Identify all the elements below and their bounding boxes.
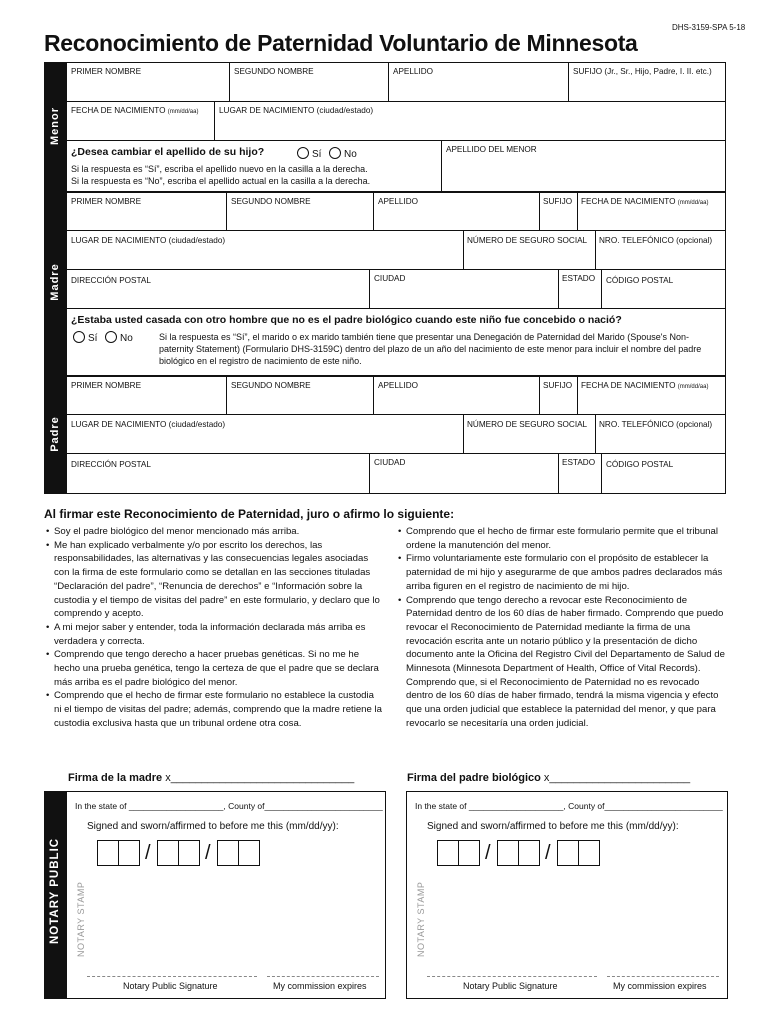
section-label-menor: Menor [49, 107, 61, 145]
married-yes-label: Sí [88, 333, 98, 344]
commission-label: My commission expires [613, 981, 707, 991]
date-separator: / [145, 842, 151, 864]
father-middle-name-label: SEGUNDO NOMBRE [231, 381, 311, 390]
mother-city-label: CIUDAD [374, 274, 406, 283]
notary-signature-label: Notary Public Signature [463, 981, 558, 991]
father-signature-blank: x_______________________ [543, 772, 691, 784]
affirmation-left-column [46, 525, 382, 731]
married-yes-option[interactable] [73, 331, 97, 344]
mother-middle-name-label: SEGUNDO NOMBRE [231, 197, 311, 206]
married-no-option[interactable] [105, 331, 133, 344]
notary-stamp-label: NOTARY STAMP [416, 881, 426, 957]
section-label-madre: Madre [49, 263, 61, 301]
father-suffix-field[interactable] [539, 376, 578, 415]
child-last-name-label: APELLIDO [393, 67, 434, 76]
sidebar-menor [44, 62, 66, 192]
child-new-last-name-field[interactable] [441, 140, 726, 192]
married-no-label: No [120, 333, 133, 344]
child-dob-field[interactable] [66, 101, 215, 141]
date-digit-box[interactable] [217, 840, 239, 866]
father-signature-label: Firma del padre biológico [407, 772, 541, 784]
notary-state-county[interactable]: In the state of ____________________, County of_________________________ [415, 801, 723, 811]
mother-dob-format: (mm/dd/aa) [677, 200, 709, 206]
mother-suffix-field[interactable] [539, 192, 578, 231]
radio-no-icon[interactable] [329, 147, 341, 159]
father-city-field[interactable] [369, 453, 559, 494]
radio-no-icon[interactable] [105, 331, 117, 343]
mother-phone-label: NRO. TELEFÓNICO (opcional) [599, 236, 713, 245]
affirmation-item: • Comprendo que el hecho de firmar este formulario permite que el tribunal ordene la manutención del menor. [398, 525, 728, 552]
father-zip-label: CÓDIGO POSTAL [606, 460, 674, 469]
child-birthplace-label: LUGAR DE NACIMIENTO (ciudad/estado) [219, 106, 374, 115]
date-separator: / [545, 842, 551, 864]
commission-line[interactable] [267, 976, 379, 977]
sidebar-madre [44, 192, 66, 376]
date-digit-box[interactable] [518, 840, 540, 866]
date-separator: / [205, 842, 211, 864]
mother-signature-label: Firma de la madre [68, 772, 163, 784]
father-zip-field[interactable] [601, 453, 726, 494]
form-number: DHS-3159-SPA 5-18 [672, 23, 746, 32]
affirmation-item: • Firmo voluntariamente este formulario con el propósito de establecer la paternidad de mi hijo y asegurarme de que ambos padres declarados más arriba figuren en el registro de nacimiento de mi hijo. [398, 552, 728, 593]
child-first-name-field[interactable] [66, 62, 230, 102]
name-change-yes-option[interactable] [297, 147, 321, 160]
date-digit-box[interactable] [238, 840, 260, 866]
section-label-padre: Padre [49, 416, 61, 452]
notary-stamp-label: NOTARY STAMP [76, 881, 86, 957]
affirmation-item: • Comprendo que tengo derecho a hacer pruebas genéticas. Si no me he hecho una prueba genética, tengo la certeza de que el padre que se declara más arriba es el padre biológico del menor. [46, 648, 382, 689]
father-dob-label [581, 381, 708, 392]
mother-state-field[interactable] [558, 269, 602, 309]
child-middle-name-field[interactable] [229, 62, 389, 102]
notary-box-mother [66, 791, 386, 999]
child-dob-text: FECHA DE NACIMIENTO [71, 106, 166, 115]
date-digit-box[interactable] [157, 840, 179, 866]
father-ssn-label: NÚMERO DE SEGURO SOCIAL [467, 420, 588, 429]
notary-box-father [406, 791, 728, 999]
mother-dob-label [581, 197, 708, 208]
mother-ssn-field[interactable] [463, 230, 596, 270]
father-ssn-field[interactable] [463, 414, 596, 454]
notary-signature-label: Notary Public Signature [123, 981, 218, 991]
mother-ssn-label: NÚMERO DE SEGURO SOCIAL [467, 236, 588, 245]
sidebar-notary [44, 791, 66, 999]
child-middle-name-label: SEGUNDO NOMBRE [234, 67, 314, 76]
page-title: Reconocimiento de Paternidad Voluntario de Minnesota [44, 30, 638, 56]
mother-last-name-label: APELLIDO [378, 197, 419, 206]
name-change-yes-label: Sí [312, 149, 322, 160]
date-digit-box[interactable] [497, 840, 519, 866]
name-change-no-label: No [344, 149, 357, 160]
date-digit-box[interactable] [97, 840, 119, 866]
commission-label: My commission expires [273, 981, 367, 991]
father-middle-name-field[interactable] [226, 376, 374, 415]
date-digit-box[interactable] [178, 840, 200, 866]
name-change-question [71, 146, 264, 158]
child-birthplace-field[interactable] [214, 101, 726, 141]
father-dob-text: FECHA DE NACIMIENTO [581, 381, 676, 390]
affirmation-item: • Me han explicado verbalmente y/o por escrito los derechos, las responsabilidades, las alternativas y las consecuencias legales asociadas con la firma de este formulario como se detallan en las secciones tituladas “Declaración del padre”, “Renuncia de derechos” e “Información sobre la custodia y el tiempo de visitas del padre” en este formulario, y declaro que lo comprendo y acepto. [46, 539, 382, 621]
name-change-no-option[interactable] [329, 147, 357, 160]
mother-birthplace-label: LUGAR DE NACIMIENTO (ciudad/estado) [71, 236, 226, 245]
mother-state-label: ESTADO [562, 274, 596, 283]
notary-sworn-text: Signed and sworn/affirmed to before me this (mm/dd/yy): [427, 821, 679, 832]
father-state-label: ESTADO [562, 458, 596, 467]
mother-married-block [66, 308, 726, 376]
father-state-field[interactable] [558, 453, 602, 494]
father-first-name-label: PRIMER NOMBRE [71, 381, 142, 390]
father-signature-line[interactable] [407, 772, 690, 784]
notary-signature-line[interactable] [427, 976, 597, 977]
mother-first-name-label: PRIMER NOMBRE [71, 197, 142, 206]
mother-suffix-label: SUFIJO [543, 197, 573, 206]
mother-first-name-field[interactable] [66, 192, 227, 231]
date-digit-box[interactable] [557, 840, 579, 866]
mother-zip-field[interactable] [601, 269, 726, 309]
child-first-name-label: PRIMER NOMBRE [71, 67, 142, 76]
father-city-label: CIUDAD [374, 458, 406, 467]
mother-city-field[interactable] [369, 269, 559, 309]
mother-address-label: DIRECCIÓN POSTAL [71, 276, 151, 285]
father-birthplace-label: LUGAR DE NACIMIENTO (ciudad/estado) [71, 420, 226, 429]
name-change-note-2: Si la respuesta es “No”, escriba el apellido actual en la casilla a la derecha. [71, 176, 371, 186]
mother-dob-text: FECHA DE NACIMIENTO [581, 197, 676, 206]
date-digit-box[interactable] [118, 840, 140, 866]
child-dob-label [71, 106, 198, 117]
radio-yes-icon[interactable] [73, 331, 85, 343]
child-suffix-label: SUFIJO (Jr., Sr., Hijo, Padre, I. II. etc.) [573, 67, 712, 76]
date-digit-box[interactable] [578, 840, 600, 866]
sidebar-padre [44, 376, 66, 494]
name-change-note-1: Si la respuesta es “Sí”, escriba el apellido nuevo en la casilla a la derecha. [71, 164, 368, 174]
mother-last-name-field[interactable] [373, 192, 540, 231]
affirmation-right-column [398, 525, 728, 731]
date-digit-box[interactable] [458, 840, 480, 866]
date-digit-box[interactable] [437, 840, 459, 866]
commission-line[interactable] [607, 976, 719, 977]
affirmation-item: • Comprendo que tengo derecho a revocar este Reconocimiento de Paternidad dentro de los 60 días de haber firmado. Comprendo que puedo revocar el Reconocimiento de Paternidad mediante la firma de una revocación escrita ante un notario público y la presentación de dicho documento ante la Oficina del Registro Civil del Departamento de Salud de Minnesota (Minnesota Department of Health, Office of Vital Records). Comprendo que, si el Reconocimiento de Paternidad no es revocado dentro de los 60 días de haber firmado, tendrá la misma vigencia y efecto que una orden judicial que establece la paternidad del menor, y que para revocarlo se necesitaría una orden judicial. [398, 594, 728, 731]
notary-sworn-text: Signed and sworn/affirmed to before me this (mm/dd/yy): [87, 821, 339, 832]
father-last-name-label: APELLIDO [378, 381, 419, 390]
father-suffix-label: SUFIJO [543, 381, 573, 390]
section-label-notary: NOTARY PUBLIC [49, 837, 61, 944]
married-note: Si la respuesta es “Sí”, el marido o ex marido también tiene que presentar una Denegación de Paternidad del Marido (Spouse's Non-paternity Statement) (Formulario DHS-3159C) dentro del plazo de un año del nacimiento de este menor para incluir el nombre del padre biológico en el registro de nacimiento de este niño. [159, 332, 702, 366]
father-address-field[interactable] [66, 453, 370, 494]
father-address-label: DIRECCIÓN POSTAL [71, 460, 151, 469]
father-first-name-field[interactable] [66, 376, 227, 415]
mother-zip-label: CÓDIGO POSTAL [606, 276, 674, 285]
affirmation-item: • Soy el padre biológico del menor mencionado más arriba. [46, 525, 382, 539]
mother-signature-line[interactable] [68, 772, 354, 784]
child-suffix-field[interactable] [568, 62, 726, 102]
mother-middle-name-field[interactable] [226, 192, 374, 231]
affirmation-item: • Comprendo que el hecho de firmar este formulario no establece la custodia ni el tiempo de visitas del padre; además, comprendo que la madre retiene la custodia exclusiva hasta que un tribunal ordene otra cosa. [46, 689, 382, 730]
father-birthplace-field[interactable] [66, 414, 464, 454]
affirmation-heading: Al firmar este Reconocimiento de Paternidad, juro o afirmo lo siguiente: [44, 507, 455, 521]
mother-phone-field[interactable] [595, 230, 726, 270]
father-phone-label: NRO. TELEFÓNICO (opcional) [599, 420, 713, 429]
father-phone-field[interactable] [595, 414, 726, 454]
affirmation-item: • A mi mejor saber y entender, toda la información declarada más arriba es verdadera y correcta. [46, 621, 382, 648]
notary-state-county[interactable]: In the state of ____________________, County of_________________________ [75, 801, 383, 811]
name-change-question-text: ¿Desea cambiar el apellido de su hijo? [71, 146, 265, 158]
date-separator: / [485, 842, 491, 864]
father-last-name-field[interactable] [373, 376, 540, 415]
child-new-last-name-label: APELLIDO DEL MENOR [446, 145, 537, 154]
notary-signature-line[interactable] [87, 976, 257, 977]
mother-address-field[interactable] [66, 269, 370, 309]
father-dob-format: (mm/dd/aa) [677, 384, 709, 390]
child-dob-format: (mm/dd/aa) [167, 109, 199, 115]
mother-signature-blank: x______________________________ [165, 772, 355, 784]
child-name-change-block [66, 140, 442, 192]
mother-birthplace-field[interactable] [66, 230, 464, 270]
child-last-name-field[interactable] [388, 62, 569, 102]
mother-dob-field[interactable] [577, 192, 726, 231]
father-dob-field[interactable] [577, 376, 726, 415]
mother-married-question: ¿Estaba usted casada con otro hombre que no es el padre biológico cuando este niño fue concebido o nació? [71, 314, 622, 326]
radio-yes-icon[interactable] [297, 147, 309, 159]
